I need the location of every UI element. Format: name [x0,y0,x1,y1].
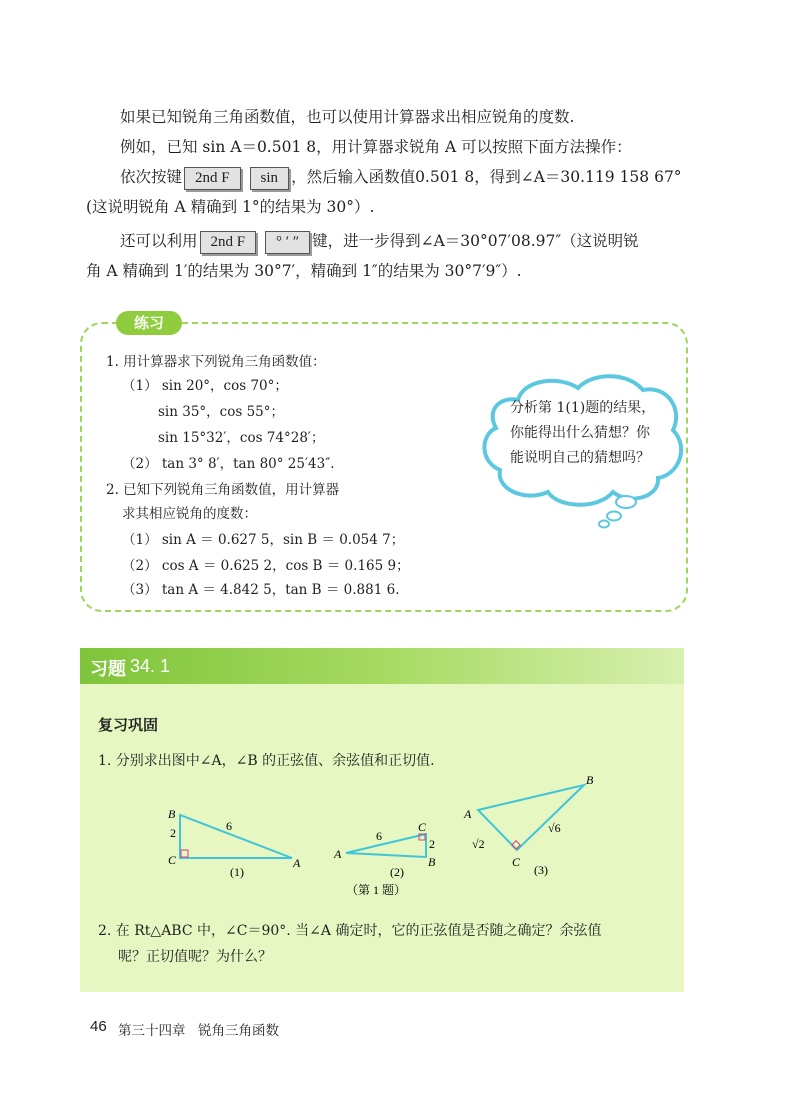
figure-caption: （第 1 题） [346,883,407,897]
intro-line-3-pre: 依次按键 [120,168,183,186]
question-2-line-1: 2. 在 Rt△ABC 中，∠C＝90°. 当∠A 确定时，它的正弦值是否随之确定？余弦值 [98,923,602,939]
tri3-vertex-c: C [512,855,521,869]
tri2-vertex-b: B [428,855,436,869]
tri2-side-ac: 6 [376,829,382,843]
triangle-1 [168,807,301,879]
tri3-label: (3) [534,863,548,877]
practice-line-9: （2） cos A ＝ 0.625 2，cos B ＝ 0.165 9； [122,558,410,574]
intro-line-1: 如果已知锐角三角函数值，也可以使用计算器求出相应锐角的度数. [120,108,575,126]
tri3-vertex-a: A [464,807,472,821]
question-2-line-2: 呢？正切值呢？为什么？ [118,949,272,965]
key-sin: sin [250,167,290,190]
tri1-vertex-a: A [293,856,301,870]
practice-line-8: （1） sin A ＝ 0.627 5，sin B ＝ 0.054 7； [122,532,405,548]
tri2-label: (2) [390,865,404,879]
tri2-vertex-c: C [418,820,427,834]
tri3-side-cb: √6 [548,821,561,835]
intro-line-5-post: 键，进一步得到∠A＝30°07′08.97″（这说明锐 [312,232,639,250]
key-dms: ° ′ ″ [265,231,310,254]
intro-line-4: (这说明锐角 A 精确到 1°的结果为 30°）. [86,198,375,216]
bubble-text: 分析第 1(1)题的结果，你能得出什么猜想？你能说明自己的猜想吗？ [510,400,656,466]
key-2ndf-second: 2nd F [200,231,257,254]
intro-line-2: 例如，已知 sin A＝0.501 8，用计算器求锐角 A 可以按照下面方法操作： [120,138,632,156]
tri1-label: (1) [230,865,244,879]
practice-tab: 练习 [116,311,182,335]
triangle-3 [463,773,594,877]
practice-line-5: （2） tan 3° 8′，tan 80° 25′43″. [122,456,335,472]
intro-line-6: 角 A 精确到 1′的结果为 30°7′，精确到 1″的结果为 30°7′9″）. [86,262,522,280]
practice-line-7: 求其相应锐角的度数： [122,506,257,522]
tri1-vertex-c: C [168,853,177,867]
tri3-vertex-b: B [586,773,594,787]
tri1-side-bc: 2 [170,826,176,840]
intro-line-3-post: ，然后输入函数值0.501 8，得到∠A＝30.119 158 67° [291,168,682,186]
practice-line-10: （3） tan A ＝ 4.842 5，tan B ＝ 0.881 6. [122,582,400,598]
page-number: 46 [90,1018,107,1035]
footer-chapter: 第三十四章 [118,1023,186,1039]
triangle-figure [150,770,610,900]
review-subheading: 复习巩固 [98,716,159,734]
intro-line-5-pre: 还可以利用 [120,232,198,250]
key-2ndf: 2nd F [184,167,241,190]
practice-line-1: 1. 用计算器求下列锐角三角函数值： [106,354,326,370]
exercise-title-number: 34. 1 [130,656,171,676]
tri1-side-ab: 6 [226,819,232,833]
practice-line-2: （1） sin 20°，cos 70°； [122,378,288,394]
practice-line-3: sin 35°，cos 55°； [158,404,284,420]
tri1-vertex-b: B [168,807,176,821]
tri3-side-ac: √2 [472,837,485,851]
tri2-vertex-a: A [334,847,342,861]
exercise-title-label: 习题 [90,659,126,680]
question-1: 1. 分别求出图中∠A，∠B 的正弦值、余弦值和正切值. [98,753,435,769]
footer-title: 锐角三角函数 [198,1023,279,1039]
practice-line-4: sin 15°32′，cos 74°28′； [158,430,325,446]
exercise-header [80,648,684,684]
practice-line-6: 2. 已知下列锐角三角函数值，用计算器 [106,482,340,498]
tri2-side-cb: 2 [429,837,435,851]
triangle-2 [333,820,436,879]
